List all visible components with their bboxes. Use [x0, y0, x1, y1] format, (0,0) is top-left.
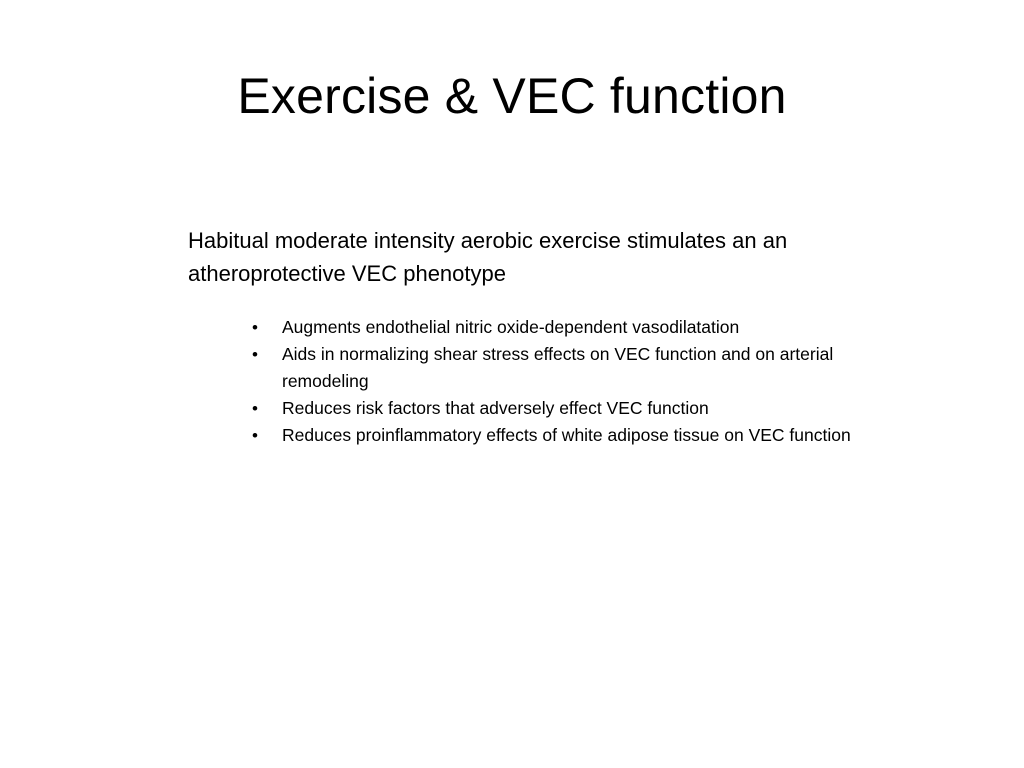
bullet-icon: • [252, 399, 258, 418]
list-item [252, 422, 882, 449]
slide-title: Exercise & VEC function [237, 68, 787, 124]
list-item [252, 341, 882, 395]
list-item [252, 395, 882, 422]
bullet-icon: • [252, 345, 258, 364]
bullet-icon: • [252, 318, 258, 337]
bullet-icon: • [252, 426, 258, 445]
bullet-text: Reduces risk factors that adversely effect VEC function [282, 398, 709, 418]
bullet-text: Augments endothelial nitric oxide-dependent vasodilatation [282, 317, 740, 337]
bullet-text: Aids in normalizing shear stress effects on VEC function and on arterial remodeling [282, 344, 834, 391]
list-item [252, 314, 882, 341]
intro-paragraph: Habitual moderate intensity aerobic exercise stimulates an an atheroprotective VEC phenotype [188, 228, 788, 286]
bullet-list [252, 314, 882, 449]
bullet-text: Reduces proinflammatory effects of white adipose tissue on VEC function [282, 425, 851, 445]
